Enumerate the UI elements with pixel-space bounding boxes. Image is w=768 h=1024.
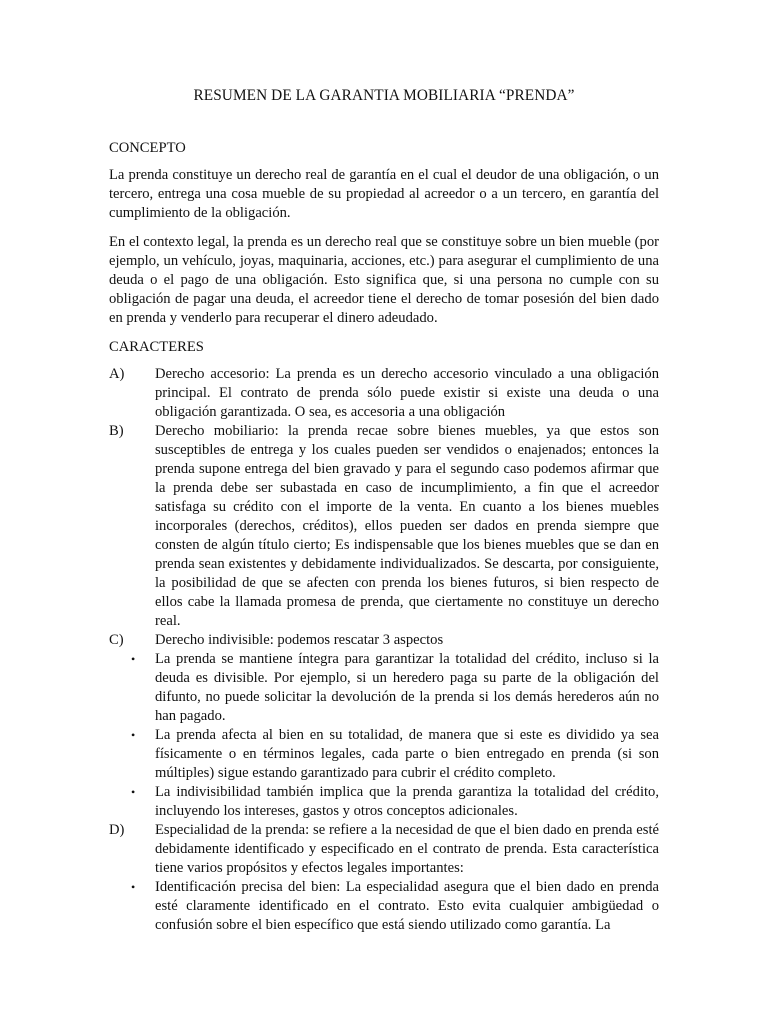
paragraph: La prenda constituye un derecho real de garantía en el cual el deudor de una obligación, o un tercero, entrega una cosa mueble de su propiedad al acreedor o a un tercero, en garantía del cumplimiento de la obligación. [109, 167, 659, 221]
list-marker: C) [109, 632, 124, 648]
caracteres-list [109, 365, 659, 935]
list-marker: B) [109, 423, 124, 439]
list-item [109, 650, 659, 726]
list-item [109, 422, 659, 631]
list-marker: D) [109, 822, 125, 838]
bullet-icon: • [131, 785, 136, 799]
list-item [109, 783, 659, 821]
list-item-text: Identificación precisa del bien: La especialidad asegura que el bien dado en prenda esté claramente identificado en el contrato. Esto evita cualquier ambigüedad o confusión sobre el bien específico que está siendo utilizado como garantía. La [155, 879, 659, 933]
list-item [109, 631, 659, 650]
bullet-icon: • [131, 728, 136, 742]
paragraph: En el contexto legal, la prenda es un derecho real que se constituye sobre un bien mueble (por ejemplo, un vehículo, joyas, maquinaria, acciones, etc.) para asegurar el cumplimiento de una deuda o el pago de una obligación. Esto significa que, si una persona no cumple con su obligación de pagar una deuda, el acreedor tiene el derecho de tomar posesión del bien dado en prenda y venderlo para recuperar el dinero adeudado. [109, 234, 659, 326]
document-page [109, 86, 659, 935]
list-marker: A) [109, 366, 125, 382]
list-item-text: La prenda se mantiene íntegra para garantizar la totalidad del crédito, incluso si la deuda es divisible. Por ejemplo, si un heredero paga su parte de la obligación del difunto, no puede solicitar la devolución de la prenda si los demás herederos aún no han pagado. [155, 651, 659, 724]
list-item-text: La indivisibilidad también implica que la prenda garantiza la totalidad del crédito, incluyendo los intereses, gastos y otros conceptos adicionales. [155, 784, 659, 819]
bullet-icon: • [131, 652, 136, 666]
list-item [109, 878, 659, 935]
section-heading-concepto: CONCEPTO [109, 140, 186, 156]
list-item-text: Derecho mobiliario: la prenda recae sobre bienes muebles, ya que estos son susceptibles de entrega y los cuales pueden ser vendidos o enajenados; entonces la prenda supone entrega del bien gravado y para el segundo caso podemos afirmar que la prenda debe ser subastada en caso de incumplimiento, a fin que el acreedor satisfaga su crédito con el importe de la venta. En cuanto a los bienes muebles incorporales (derechos, créditos), ellos pueden ser dados en prenda siempre que consten de algún título cierto; Es indispensable que los bienes muebles que se dan en prenda sean existentes y debidamente individualizados. Se descarta, por consiguiente, la posibilidad de que se afecten con prenda los bienes futuros, si bien respecto de ellos cabe la llamada promesa de prenda, que ciertamente no constituye un derecho real. [155, 423, 659, 629]
list-item-text: Derecho indivisible: podemos rescatar 3 aspectos [155, 632, 444, 648]
list-item-text: La prenda afecta al bien en su totalidad, de manera que si este es dividido ya sea físicamente o en términos legales, cada parte o bien entregado en prenda (si son múltiples) sigue estando garantizado para cubrir el crédito completo. [155, 727, 659, 781]
list-item [109, 821, 659, 878]
document-title: RESUMEN DE LA GARANTIA MOBILIARIA “PRENDA” [193, 87, 575, 104]
list-item-text: Especialidad de la prenda: se refiere a la necesidad de que el bien dado en prenda esté debidamente identificado y especificado en el contrato de prenda. Esta característica tiene varios propósitos y efectos legales importantes: [155, 822, 659, 876]
section-heading-caracteres: CARACTERES [109, 339, 204, 355]
bullet-icon: • [131, 880, 136, 894]
list-item-text: Derecho accesorio: La prenda es un derecho accesorio vinculado a una obligación principal. El contrato de prenda sólo puede existir si existe una deuda o una obligación garantizada. O sea, es accesoria a una obligación [155, 366, 659, 420]
list-item [109, 726, 659, 783]
list-item [109, 365, 659, 422]
